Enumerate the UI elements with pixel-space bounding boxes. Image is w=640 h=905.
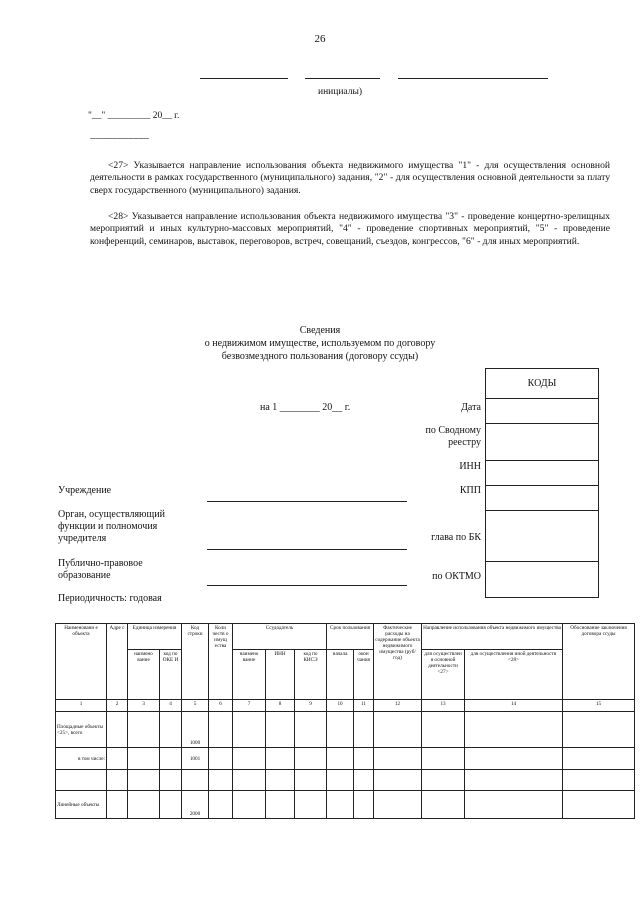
page-number: 26 (314, 33, 326, 45)
institution-label: Учреждение (58, 485, 112, 496)
table-cell[interactable] (233, 712, 266, 748)
table-cell[interactable] (354, 748, 374, 770)
col-number: 2 (107, 700, 128, 712)
table-cell[interactable] (295, 770, 327, 791)
code-bk-cell[interactable] (486, 511, 599, 562)
table-cell[interactable] (233, 791, 266, 819)
table-cell[interactable] (266, 791, 295, 819)
table-cell[interactable] (327, 748, 354, 770)
col-unit-okei-header: код по ОКЕ И (160, 650, 182, 700)
table-cell[interactable] (107, 770, 128, 791)
table-cell[interactable] (295, 712, 327, 748)
row-code-1000: 1000 (182, 712, 209, 748)
title-line-2: о недвижимом имуществе, используемом по договору (204, 338, 436, 349)
col-number: 15 (563, 700, 635, 712)
table-cell[interactable] (374, 791, 422, 819)
report-date: на 1 ________ 20__ г. (260, 402, 351, 413)
table-cell[interactable] (56, 770, 107, 791)
signature-line-1 (200, 78, 288, 79)
col-number: 7 (233, 700, 266, 712)
table-cell[interactable] (266, 748, 295, 770)
table-cell[interactable] (107, 791, 128, 819)
col-inn-header: ИНН (266, 650, 295, 700)
col-name-header: Наименовани е объекта (56, 624, 107, 700)
code-kpp-cell[interactable] (486, 486, 599, 511)
code-registry-cell[interactable] (486, 424, 599, 461)
table-cell[interactable] (374, 770, 422, 791)
signature-caption: инициалы) (318, 87, 363, 97)
row-code-1001: 1001 (182, 748, 209, 770)
table-cell[interactable] (182, 770, 209, 791)
col-number: 5 (182, 700, 209, 712)
col-basis-header: Обоснование заключения договора ссуды (563, 624, 635, 700)
table-cell[interactable] (209, 770, 233, 791)
row-code-2000: 2000 (182, 791, 209, 819)
col-expenses-header: Фактические расходы на содержание объекта недвижимого имущества (руб/год) (374, 624, 422, 700)
periodicity: Периодичность: годовая (58, 593, 162, 604)
col-term-start-header: начала (327, 650, 354, 700)
table-row (56, 748, 635, 770)
property-table (55, 623, 635, 819)
table-cell[interactable] (160, 748, 182, 770)
table-cell[interactable] (160, 712, 182, 748)
table-cell[interactable] (354, 712, 374, 748)
col-number: 12 (374, 700, 422, 712)
table-cell[interactable] (354, 791, 374, 819)
col-unit-header: Единица измерения (128, 624, 182, 650)
col-direction-header: Направление использования объекта недвижимого имущества (422, 624, 563, 650)
table-cell[interactable] (422, 791, 465, 819)
table-cell[interactable] (465, 712, 563, 748)
code-date-cell[interactable] (486, 399, 599, 424)
table-cell[interactable] (266, 770, 295, 791)
table-cell[interactable] (374, 712, 422, 748)
footnote-28-text: <28> Указывается направление использования объекта недвижимого имущества "3" - проведение концертно-зрелищных мероприятий и иных культурно-массовых мероприятий, "4" - проведение спортивных мероприятий, "5" - проведение конференций, семинаров, выставок, переговоров, встреч, совещаний, съездов, конгрессов, "6" - для иных мероприятий. (90, 211, 610, 247)
table-cell[interactable] (327, 791, 354, 819)
col-term-header: Срок пользования (327, 624, 374, 650)
footnote-27-text: <27> Указывается направление использования объекта недвижимого имущества "1" - для осуществления основной деятельности в рамках государственного (муниципального) задания, "2" - для осуществления основной деятельности за плату сверх государственного (муниципального) задания. (90, 160, 610, 196)
col-number: 6 (209, 700, 233, 712)
table-cell[interactable] (295, 748, 327, 770)
table-cell[interactable] (465, 770, 563, 791)
table-cell[interactable] (209, 712, 233, 748)
table-cell[interactable] (128, 770, 160, 791)
organ-line[interactable] (207, 549, 407, 550)
table-cell[interactable] (563, 712, 635, 748)
table-cell[interactable] (295, 791, 327, 819)
col-kise-header: код по КИСЭ (295, 650, 327, 700)
title-line-3: безвозмездного пользования (договору ссуды) (221, 351, 419, 362)
table-cell[interactable] (128, 748, 160, 770)
date-label: Дата (461, 402, 481, 413)
codes-header: КОДЫ (486, 369, 599, 399)
col-lender-header: Ссудодатель (233, 624, 327, 650)
col-dir-other-header: для осуществления иной деятельности <28> (465, 650, 563, 700)
col-number: 4 (160, 700, 182, 712)
table-row (56, 712, 635, 748)
table-cell[interactable] (422, 712, 465, 748)
row-name-linear: Линейные объекты (56, 791, 107, 819)
col-qty-header: Коли честв о имущ ества (209, 624, 233, 700)
codes-table (485, 368, 599, 598)
form-title (0, 324, 640, 363)
col-code-header: Код строки (182, 624, 209, 700)
col-number: 1 (56, 700, 107, 712)
code-inn-cell[interactable] (486, 461, 599, 486)
col-number: 14 (465, 700, 563, 712)
table-cell[interactable] (209, 791, 233, 819)
signature-date: "__" _________ 20__ г. (88, 111, 180, 121)
table-cell[interactable] (422, 770, 465, 791)
table-cell[interactable] (107, 712, 128, 748)
table-cell[interactable] (374, 748, 422, 770)
oktmo-label: по ОКТМО (432, 571, 481, 582)
table-cell[interactable] (107, 748, 128, 770)
table-cell[interactable] (327, 770, 354, 791)
col-number: 10 (327, 700, 354, 712)
table-cell[interactable] (233, 748, 266, 770)
code-oktmo-cell[interactable] (486, 562, 599, 598)
col-term-end-header: окон чания (354, 650, 374, 700)
table-cell[interactable] (209, 748, 233, 770)
table-cell[interactable] (128, 712, 160, 748)
footnote-separator: -------------------------------- (90, 134, 149, 142)
column-numbers-row (56, 700, 635, 712)
ppo-label: Публично-правовое образование (58, 558, 143, 581)
col-number: 3 (128, 700, 160, 712)
registry-label: по Сводному реестру (425, 425, 481, 448)
col-lender-name-header: наимено вание (233, 650, 266, 700)
ppo-line[interactable] (207, 585, 407, 586)
table-cell[interactable] (563, 748, 635, 770)
row-name-including: в том числе: (56, 748, 107, 770)
glava-label: глава по БК (431, 532, 481, 543)
title-line-1: Сведения (299, 325, 341, 336)
signature-line-2 (305, 78, 380, 79)
col-number: 8 (266, 700, 295, 712)
table-cell[interactable] (563, 770, 635, 791)
table-row (56, 770, 635, 791)
col-unit-name-header: наимено вание (128, 650, 160, 700)
institution-line[interactable] (207, 501, 407, 502)
table-cell[interactable] (160, 791, 182, 819)
table-cell[interactable] (128, 791, 160, 819)
table-cell[interactable] (563, 791, 635, 819)
organ-label: Орган, осуществляющий функции и полномочия учредителя (58, 509, 165, 544)
table-row (56, 791, 635, 819)
col-number: 9 (295, 700, 327, 712)
kpp-label: КПП (459, 485, 481, 496)
table-cell[interactable] (422, 748, 465, 770)
table-cell[interactable] (327, 712, 354, 748)
inn-label: ИНН (459, 461, 481, 472)
table-cell[interactable] (233, 770, 266, 791)
signature-line-3 (398, 78, 548, 79)
table-cell[interactable] (354, 770, 374, 791)
col-dir-main-header: для осуществлен я основной деятельности <27> (422, 650, 465, 700)
col-number: 11 (354, 700, 374, 712)
table-cell[interactable] (465, 791, 563, 819)
footnote-27 (90, 160, 610, 197)
col-addr-header: Адре с (107, 624, 128, 700)
table-cell[interactable] (160, 770, 182, 791)
row-name-area: Площадные объекты <25>, всего (56, 712, 107, 748)
table-cell[interactable] (266, 712, 295, 748)
table-cell[interactable] (465, 748, 563, 770)
footnote-28 (90, 211, 610, 248)
col-number: 13 (422, 700, 465, 712)
